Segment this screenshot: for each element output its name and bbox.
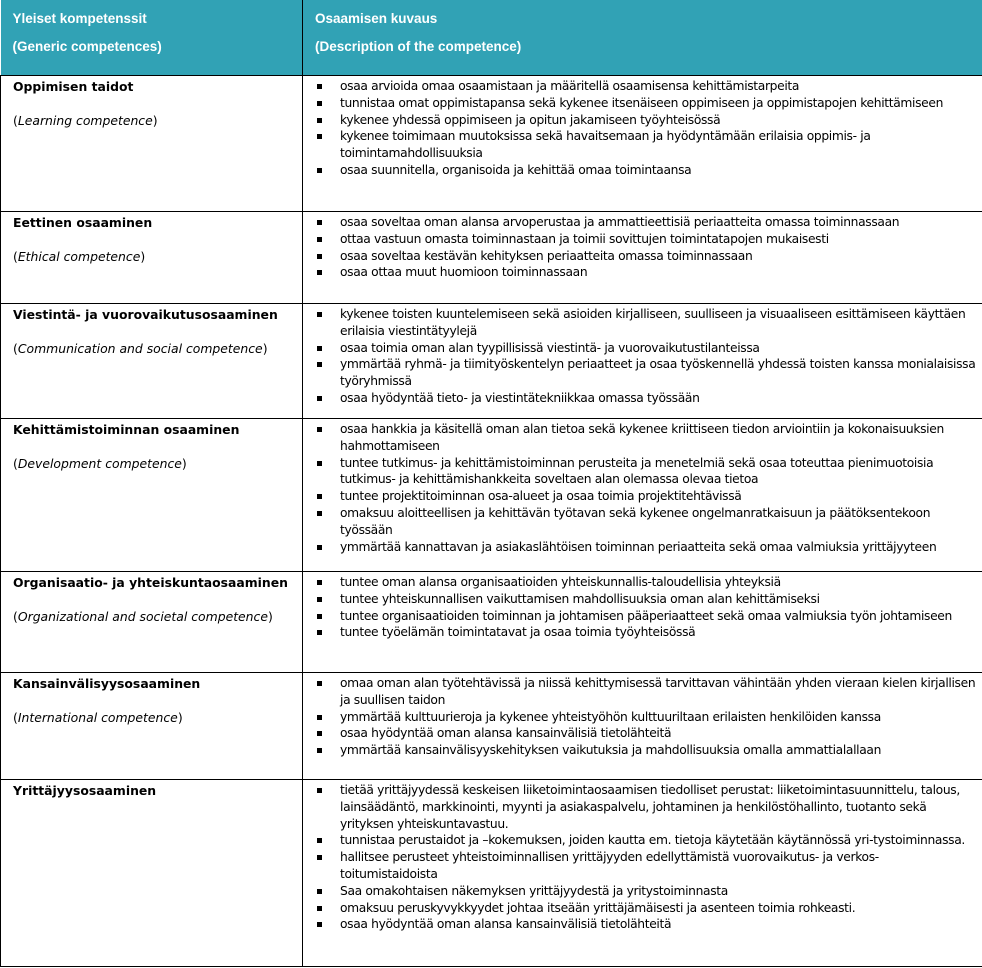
competence-name-fi: Kansainvälisyysosaaminen <box>13 676 201 691</box>
list-item: tunnistaa perustaidot ja –kokemuksen, joiden kautta em. tietoja käytetään käytännössä yri-tystoiminnassa. <box>313 832 976 849</box>
competence-name-en-text: Organizational and societal competence <box>17 609 268 624</box>
competence-bullet-list <box>313 675 976 759</box>
list-item: osaa soveltaa kestävän kehityksen periaatteita omassa toiminnassaan <box>313 248 976 265</box>
list-item: omaksuu aloitteellisen ja kehittävän työtavan sekä kykenee ongelmanratkaisuun ja päätöksentekoon työssään <box>313 505 976 539</box>
list-item: omaa oman alan työtehtävissä ja niissä kehittymisessä tarvittavan vähintään yhden vieraan kielen kirjallisen ja suullisen taidon <box>313 675 976 709</box>
competence-name-en-text: Development competence <box>17 456 182 471</box>
header-generic-competences <box>1 0 303 76</box>
table-row <box>1 780 982 967</box>
header-col2-fi: Osaamisen kuvaus <box>315 11 438 26</box>
competence-name-en: (Development competence) <box>13 456 187 471</box>
competence-description-cell <box>303 304 982 419</box>
list-item: kykenee toisten kuuntelemiseen sekä asioiden kirjalliseen, suulliseen ja visuaaliseen esittämiseen käyttäen erilaisia viestintätyylejä <box>313 306 976 340</box>
competence-name-fi: Viestintä- ja vuorovaikutusosaaminen <box>13 307 278 322</box>
list-item: Saa omakohtaisen näkemyksen yrittäjyydestä ja yritystoiminnasta <box>313 883 976 900</box>
list-item: osaa toimia oman alan tyypillisissä viestintä- ja vuorovaikutustilanteissa <box>313 340 976 357</box>
competence-name-en: (Learning competence) <box>13 113 158 128</box>
table-row <box>1 572 982 673</box>
list-item: ymmärtää kansainvälisyyskehityksen vaikutuksia ja mahdollisuuksia omalla ammattialallaan <box>313 742 976 759</box>
list-item: kykenee toimimaan muutoksissa sekä havaitsemaan ja hyödyntämään erilaisia oppimis- ja toimintamahdollisuuksia <box>313 128 976 162</box>
competence-name-fi: Oppimisen taidot <box>13 79 134 94</box>
competence-name-cell <box>1 572 303 673</box>
table-row <box>1 673 982 780</box>
competence-name-cell <box>1 780 303 967</box>
list-item: omaksuu peruskyvykkyydet johtaa itseään yrittäjämäisesti ja asenteen toimia rohkeasti. <box>313 900 976 917</box>
list-item: osaa ottaa muut huomioon toiminnassaan <box>313 264 976 281</box>
list-item: osaa soveltaa oman alansa arvoperustaa ja ammattieettisiä periaatteita omassa toiminnassaan <box>313 214 976 231</box>
competence-name-fi: Yrittäjyysosaaminen <box>13 783 157 798</box>
competence-name-en-text: Ethical competence <box>17 249 141 264</box>
list-item: tuntee organisaatioiden toiminnan ja johtamisen pääperiaatteet sekä omaa valmiuksia työn johtamiseen <box>313 608 976 625</box>
competence-description-cell <box>303 212 982 304</box>
list-item: osaa hyödyntää oman alansa kansainvälisiä tietolähteitä <box>313 916 976 933</box>
competence-description-cell <box>303 76 982 212</box>
competence-name-cell <box>1 212 303 304</box>
competence-name-en: (Communication and social competence) <box>13 341 268 356</box>
list-item: ymmärtää kannattavan ja asiakaslähtöisen toiminnan periaatteita sekä omaa valmiuksia yrittäjyyteen <box>313 539 976 556</box>
competence-name-fi: Eettinen osaaminen <box>13 215 153 230</box>
table-row <box>1 76 982 212</box>
competence-name-cell <box>1 304 303 419</box>
competence-description-cell <box>303 419 982 572</box>
header-description <box>303 0 982 76</box>
list-item: ymmärtää kulttuurieroja ja kykenee yhteistyöhön kulttuuriltaan erilaisten henkilöiden kanssa <box>313 709 976 726</box>
list-item: ottaa vastuun omasta toiminnastaan ja toimii sovittujen toimintatapojen mukaisesti <box>313 231 976 248</box>
competence-description-cell <box>303 780 982 967</box>
list-item: tuntee yhteiskunnallisen vaikuttamisen mahdollisuuksia oman alan kehittämiseksi <box>313 591 976 608</box>
list-item: osaa hyödyntää oman alansa kansainvälisiä tietolähteitä <box>313 725 976 742</box>
list-item: osaa arvioida omaa osaamistaan ja määritellä osaamisensa kehittämistarpeita <box>313 78 976 95</box>
competence-description-cell <box>303 572 982 673</box>
header-col1-fi: Yleiset kompetenssit <box>12 11 147 26</box>
table-row <box>1 419 982 572</box>
competence-bullet-list <box>313 306 976 407</box>
table-row <box>1 304 982 419</box>
competence-name-cell <box>1 673 303 780</box>
competence-name-en: (Organizational and societal competence) <box>13 609 273 624</box>
list-item: tuntee oman alansa organisaatioiden yhteiskunnallis-taloudellisia yhteyksiä <box>313 574 976 591</box>
list-item: ymmärtää ryhmä- ja tiimityöskentelyn periaatteet ja osaa työskennellä yhdessä toisten kanssa monialaisissa työryhmissä <box>313 356 976 390</box>
list-item: tuntee tutkimus- ja kehittämistoiminnan perusteita ja menetelmiä sekä osaa toteuttaa pienimuotoisia tutkimus- ja kehittämishankkeita soveltaen alan olemassa olevaa tietoa <box>313 455 976 489</box>
list-item: tuntee työelämän toimintatavat ja osaa toimia työyhteisössä <box>313 624 976 641</box>
competence-description-cell <box>303 673 982 780</box>
competence-bullet-list <box>313 78 976 179</box>
list-item: osaa suunnitella, organisoida ja kehittää omaa toimintaansa <box>313 162 976 179</box>
list-item: tunnistaa omat oppimistapansa sekä kykenee itsenäiseen oppimiseen ja oppimistapojen kehittämiseen <box>313 95 976 112</box>
competence-name-en-text: Learning competence <box>17 113 153 128</box>
list-item: hallitsee perusteet yhteistoiminnallisen yrittäjyyden edellyttämistä vuorovaikutus- ja verkos-toitumistaidoista <box>313 849 976 883</box>
list-item: kykenee yhdessä oppimiseen ja opitun jakamiseen työyhteisössä <box>313 112 976 129</box>
competence-name-cell <box>1 419 303 572</box>
competence-bullet-list <box>313 421 976 555</box>
header-col1-en: (Generic competences) <box>12 39 162 54</box>
header-col2-en: (Description of the competence) <box>315 39 522 54</box>
list-item: osaa hankkia ja käsitellä oman alan tietoa sekä kykenee kriittiseen tiedon arviointiin ja kokonaisuuksien hahmottamiseen <box>313 421 976 455</box>
table-row <box>1 212 982 304</box>
list-item: tietää yrittäjyydessä keskeisen liiketoimintaosaamisen tiedolliset perustat: liiketoimintasuunnittelu, talous, lainsäädäntö, markkinointi, myynti ja asiakaspalvelu, johtaminen ja henkilöstöhallinto, tuotanto sekä yrityksen yhteiskuntavastuu. <box>313 782 976 832</box>
competence-name-en: (International competence) <box>13 710 183 725</box>
competence-bullet-list <box>313 574 976 641</box>
competence-bullet-list <box>313 214 976 281</box>
competence-name-cell <box>1 76 303 212</box>
competence-name-en-text: International competence <box>17 710 178 725</box>
competence-name-en-text: Communication and social competence <box>17 341 263 356</box>
competence-bullet-list <box>313 782 976 933</box>
competence-name-fi: Kehittämistoiminnan osaaminen <box>13 422 240 437</box>
table-header-row <box>1 0 982 76</box>
competence-name-en: (Ethical competence) <box>13 249 146 264</box>
competence-name-fi: Organisaatio- ja yhteiskuntaosaaminen <box>13 575 288 590</box>
list-item: osaa hyödyntää tieto- ja viestintätekniikkaa omassa työssään <box>313 390 976 407</box>
list-item: tuntee projektitoiminnan osa-alueet ja osaa toimia projektitehtävissä <box>313 488 976 505</box>
